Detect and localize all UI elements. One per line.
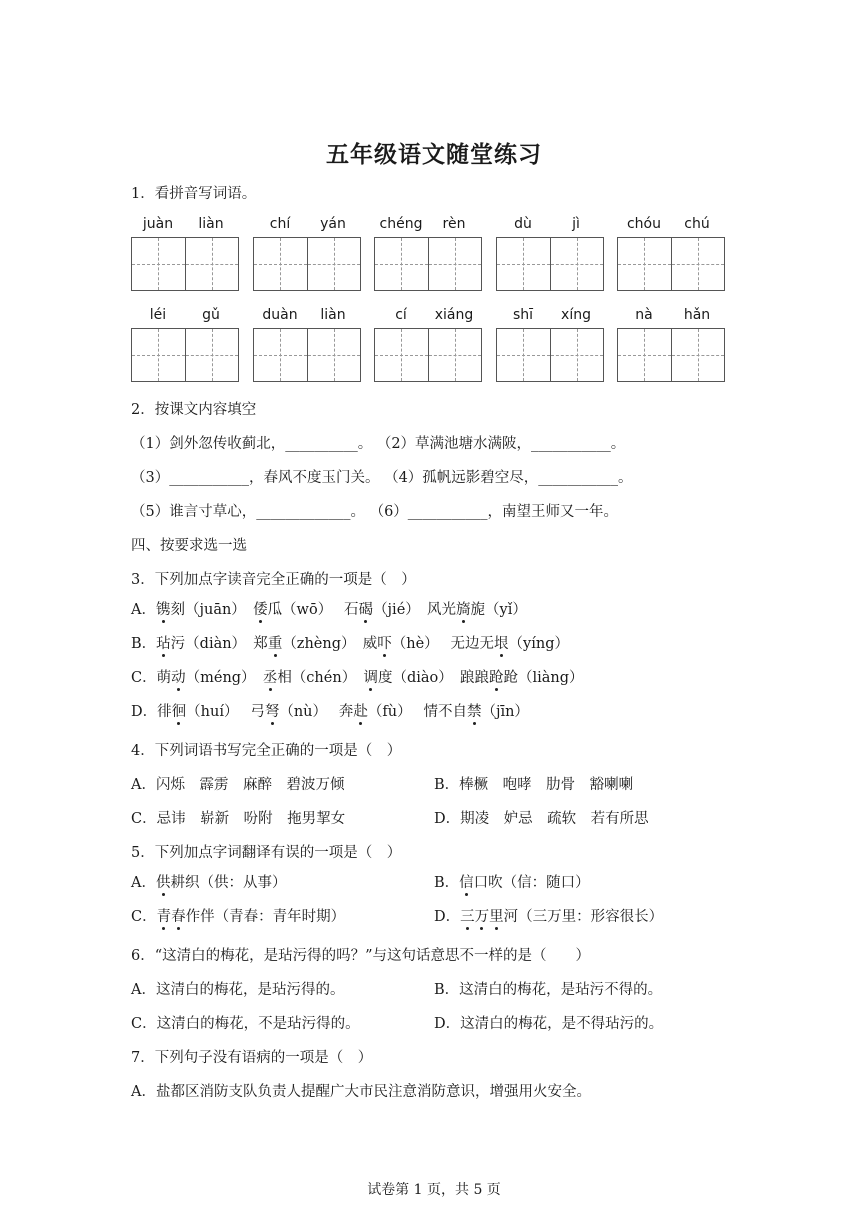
option-text: 旎（yǐ）: [470, 602, 527, 618]
pinyin-label: hǎn: [683, 307, 711, 323]
option-text: B．: [434, 875, 460, 891]
q7-stem: 7．下列句子没有语病的一项是（ ）: [131, 1050, 373, 1066]
q2-line-3: （5）谁言寸草心，_____________。 （6）___________，南望王师又一年。: [131, 504, 619, 520]
pinyin-label: liàn: [198, 216, 224, 232]
emphasis-dot-char: 镌: [156, 598, 171, 619]
writing-cell[interactable]: [618, 238, 671, 290]
writing-cell[interactable]: [185, 238, 238, 290]
q6-stem: 6．“这清白的梅花，是玷污得的吗？”与这句话意思不一样的是（ ）: [131, 948, 591, 964]
option-text: 河（三万里：形容很长）: [503, 909, 664, 925]
q7-option-a: A．盐都区消防支队负责人提醒广大市民注意消防意识，增强用火安全。: [131, 1084, 591, 1100]
option-text: 相（chén）: [277, 670, 364, 686]
option-text: D．: [434, 909, 461, 925]
q3-option-c: [131, 666, 584, 687]
q3-option-d: [131, 700, 529, 721]
emphasis-dot-char: 赴: [353, 700, 368, 721]
pinyin-label: liàn: [320, 307, 346, 323]
writing-cell[interactable]: [132, 329, 185, 381]
q4-stem: 4．下列词语书写完全正确的一项是（ ）: [131, 743, 402, 759]
emphasis-dot-char: 禁: [467, 700, 482, 721]
emphasis-dot-char: 调: [363, 666, 378, 687]
pinyin-label: chú: [684, 216, 710, 232]
option-text: C．萌: [131, 670, 172, 686]
q1-label: 1．看拼音写词语。: [131, 186, 257, 202]
pinyin-label: xíng: [561, 307, 591, 323]
writing-cell[interactable]: [375, 238, 428, 290]
writing-cell[interactable]: [618, 329, 671, 381]
page-footer: 试卷第 1 页，共 5 页: [367, 1182, 501, 1198]
page-title: 五年级语文随堂练习: [326, 141, 542, 168]
q2-label: 2．按课文内容填空: [131, 402, 257, 418]
option-text: 作伴（青春：青年时期）: [185, 909, 346, 925]
emphasis-dot-char: 吓: [377, 632, 392, 653]
option-text: C．: [131, 909, 157, 925]
writing-cell[interactable]: [375, 329, 428, 381]
emphasis-dot-char: 弩: [265, 700, 280, 721]
emphasis-dot-char: 玷: [156, 632, 171, 653]
pinyin-label: juàn: [142, 216, 174, 232]
writing-cell[interactable]: [185, 329, 238, 381]
tianzige-box[interactable]: [496, 328, 604, 382]
pinyin-label: chí: [269, 216, 291, 232]
pinyin-label: rèn: [442, 216, 466, 232]
writing-cell[interactable]: [497, 238, 550, 290]
emphasis-dot-char: 春: [171, 905, 186, 926]
option-text: A．: [131, 602, 156, 618]
option-text: 跄（liàng）: [503, 670, 584, 686]
q5-option-a: [131, 871, 286, 892]
q2-line-2: （3）___________，春风不度玉门关。 （4）孤帆远影碧空尽，___________。: [131, 470, 633, 486]
option-text: （yíng）: [508, 636, 569, 652]
emphasis-dot-char: 徊: [172, 700, 187, 721]
writing-cell[interactable]: [428, 329, 481, 381]
tianzige-box[interactable]: [374, 328, 482, 382]
q5-stem: 5．下列加点字词翻译有误的一项是（ ）: [131, 845, 402, 861]
pinyin-label: chóu: [626, 216, 661, 232]
q3-option-a: [131, 598, 527, 619]
pinyin-label: duàn: [262, 307, 298, 323]
option-text: （nù） 奔: [279, 704, 354, 720]
option-text: （jié） 风光: [373, 602, 457, 618]
emphasis-dot-char: 里: [489, 905, 504, 926]
pinyin-label: cí: [395, 307, 407, 323]
emphasis-dot-char: 动: [171, 666, 186, 687]
option-text: （méng）: [185, 670, 263, 686]
writing-cell[interactable]: [671, 329, 724, 381]
emphasis-dot-char: 信: [459, 871, 474, 892]
q4-option-c: C．忌讳 崭新 吩附 拖男挈女: [131, 811, 346, 827]
pinyin-label: shī: [512, 307, 534, 323]
pinyin-label: xiáng: [434, 307, 474, 323]
emphasis-dot-char: 丞: [263, 666, 278, 687]
option-text: B．: [131, 636, 157, 652]
option-text: 刻（juān）: [170, 602, 254, 618]
q2-line-1: （1）剑外忽传收蓟北，__________。 （2）草满池塘水满陂，___________。: [131, 436, 626, 452]
tianzige-box[interactable]: [374, 237, 482, 291]
q4-option-d: D．期凌 妒忌 疏软 若有所思: [434, 811, 649, 827]
pinyin-label: léi: [149, 307, 167, 323]
writing-cell[interactable]: [254, 238, 307, 290]
tianzige-box[interactable]: [131, 328, 239, 382]
writing-cell[interactable]: [132, 238, 185, 290]
option-text: 口吹（信：随口）: [473, 875, 590, 891]
writing-cell[interactable]: [550, 329, 603, 381]
tianzige-box[interactable]: [617, 328, 725, 382]
emphasis-dot-char: 三: [460, 905, 475, 926]
emphasis-dot-char: 跄: [489, 666, 504, 687]
pinyin-label: dù: [514, 216, 532, 232]
tianzige-box[interactable]: [253, 237, 361, 291]
emphasis-dot-char: 重: [268, 632, 283, 653]
option-text: 耕织（供：从事）: [170, 875, 287, 891]
pinyin-label: yán: [320, 216, 346, 232]
pinyin-label: jì: [572, 216, 580, 232]
option-text: 度（diào） 踉踉: [377, 670, 489, 686]
q4-option-a: A．闪烁 霹雳 麻醉 碧波万倾: [131, 777, 345, 793]
emphasis-dot-char: 旖: [456, 598, 471, 619]
q3-option-b: [131, 632, 569, 653]
emphasis-dot-char: 青: [157, 905, 172, 926]
writing-cell[interactable]: [307, 329, 360, 381]
option-text: A．: [131, 875, 156, 891]
option-text: （huí） 弓: [186, 704, 265, 720]
emphasis-dot-char: 碣: [359, 598, 374, 619]
writing-cell[interactable]: [428, 238, 481, 290]
q3-stem: 3．下列加点字读音完全正确的一项是（ ）: [131, 572, 416, 588]
writing-cell[interactable]: [550, 238, 603, 290]
q6-option-b: B．这清白的梅花，是玷污不得的。: [434, 982, 663, 998]
option-text: 瓜（wō） 石: [267, 602, 359, 618]
writing-cell[interactable]: [254, 329, 307, 381]
emphasis-dot-char: 倭: [253, 598, 268, 619]
emphasis-dot-char: 万: [475, 905, 490, 926]
tianzige-box[interactable]: [131, 237, 239, 291]
writing-cell[interactable]: [497, 329, 550, 381]
tianzige-box[interactable]: [253, 328, 361, 382]
q5-option-d: [434, 905, 663, 926]
q4-option-b: B．棒橛 咆哮 肋骨 豁喇喇: [434, 777, 634, 793]
option-text: （zhèng） 威: [282, 636, 378, 652]
writing-cell[interactable]: [307, 238, 360, 290]
section-4-heading: 四、按要求选一选: [131, 538, 247, 554]
q6-option-a: A．这清白的梅花，是玷污得的。: [131, 982, 345, 998]
option-text: （fù） 情不自: [367, 704, 467, 720]
q5-option-b: [434, 871, 590, 892]
writing-cell[interactable]: [671, 238, 724, 290]
pinyin-label: gǔ: [202, 307, 220, 323]
emphasis-dot-char: 垠: [494, 632, 509, 653]
q6-option-c: C．这清白的梅花，不是玷污得的。: [131, 1016, 360, 1032]
option-text: D．徘: [131, 704, 172, 720]
tianzige-box[interactable]: [617, 237, 725, 291]
tianzige-box[interactable]: [496, 237, 604, 291]
pinyin-label: nà: [635, 307, 653, 323]
option-text: 污（diàn） 郑: [170, 636, 268, 652]
q5-option-c: [131, 905, 345, 926]
option-text: （hè） 无边无: [391, 636, 495, 652]
pinyin-label: chéng: [379, 216, 423, 232]
option-text: （jīn）: [481, 704, 529, 720]
emphasis-dot-char: 供: [156, 871, 171, 892]
q6-option-d: D．这清白的梅花，是不得玷污的。: [434, 1016, 664, 1032]
